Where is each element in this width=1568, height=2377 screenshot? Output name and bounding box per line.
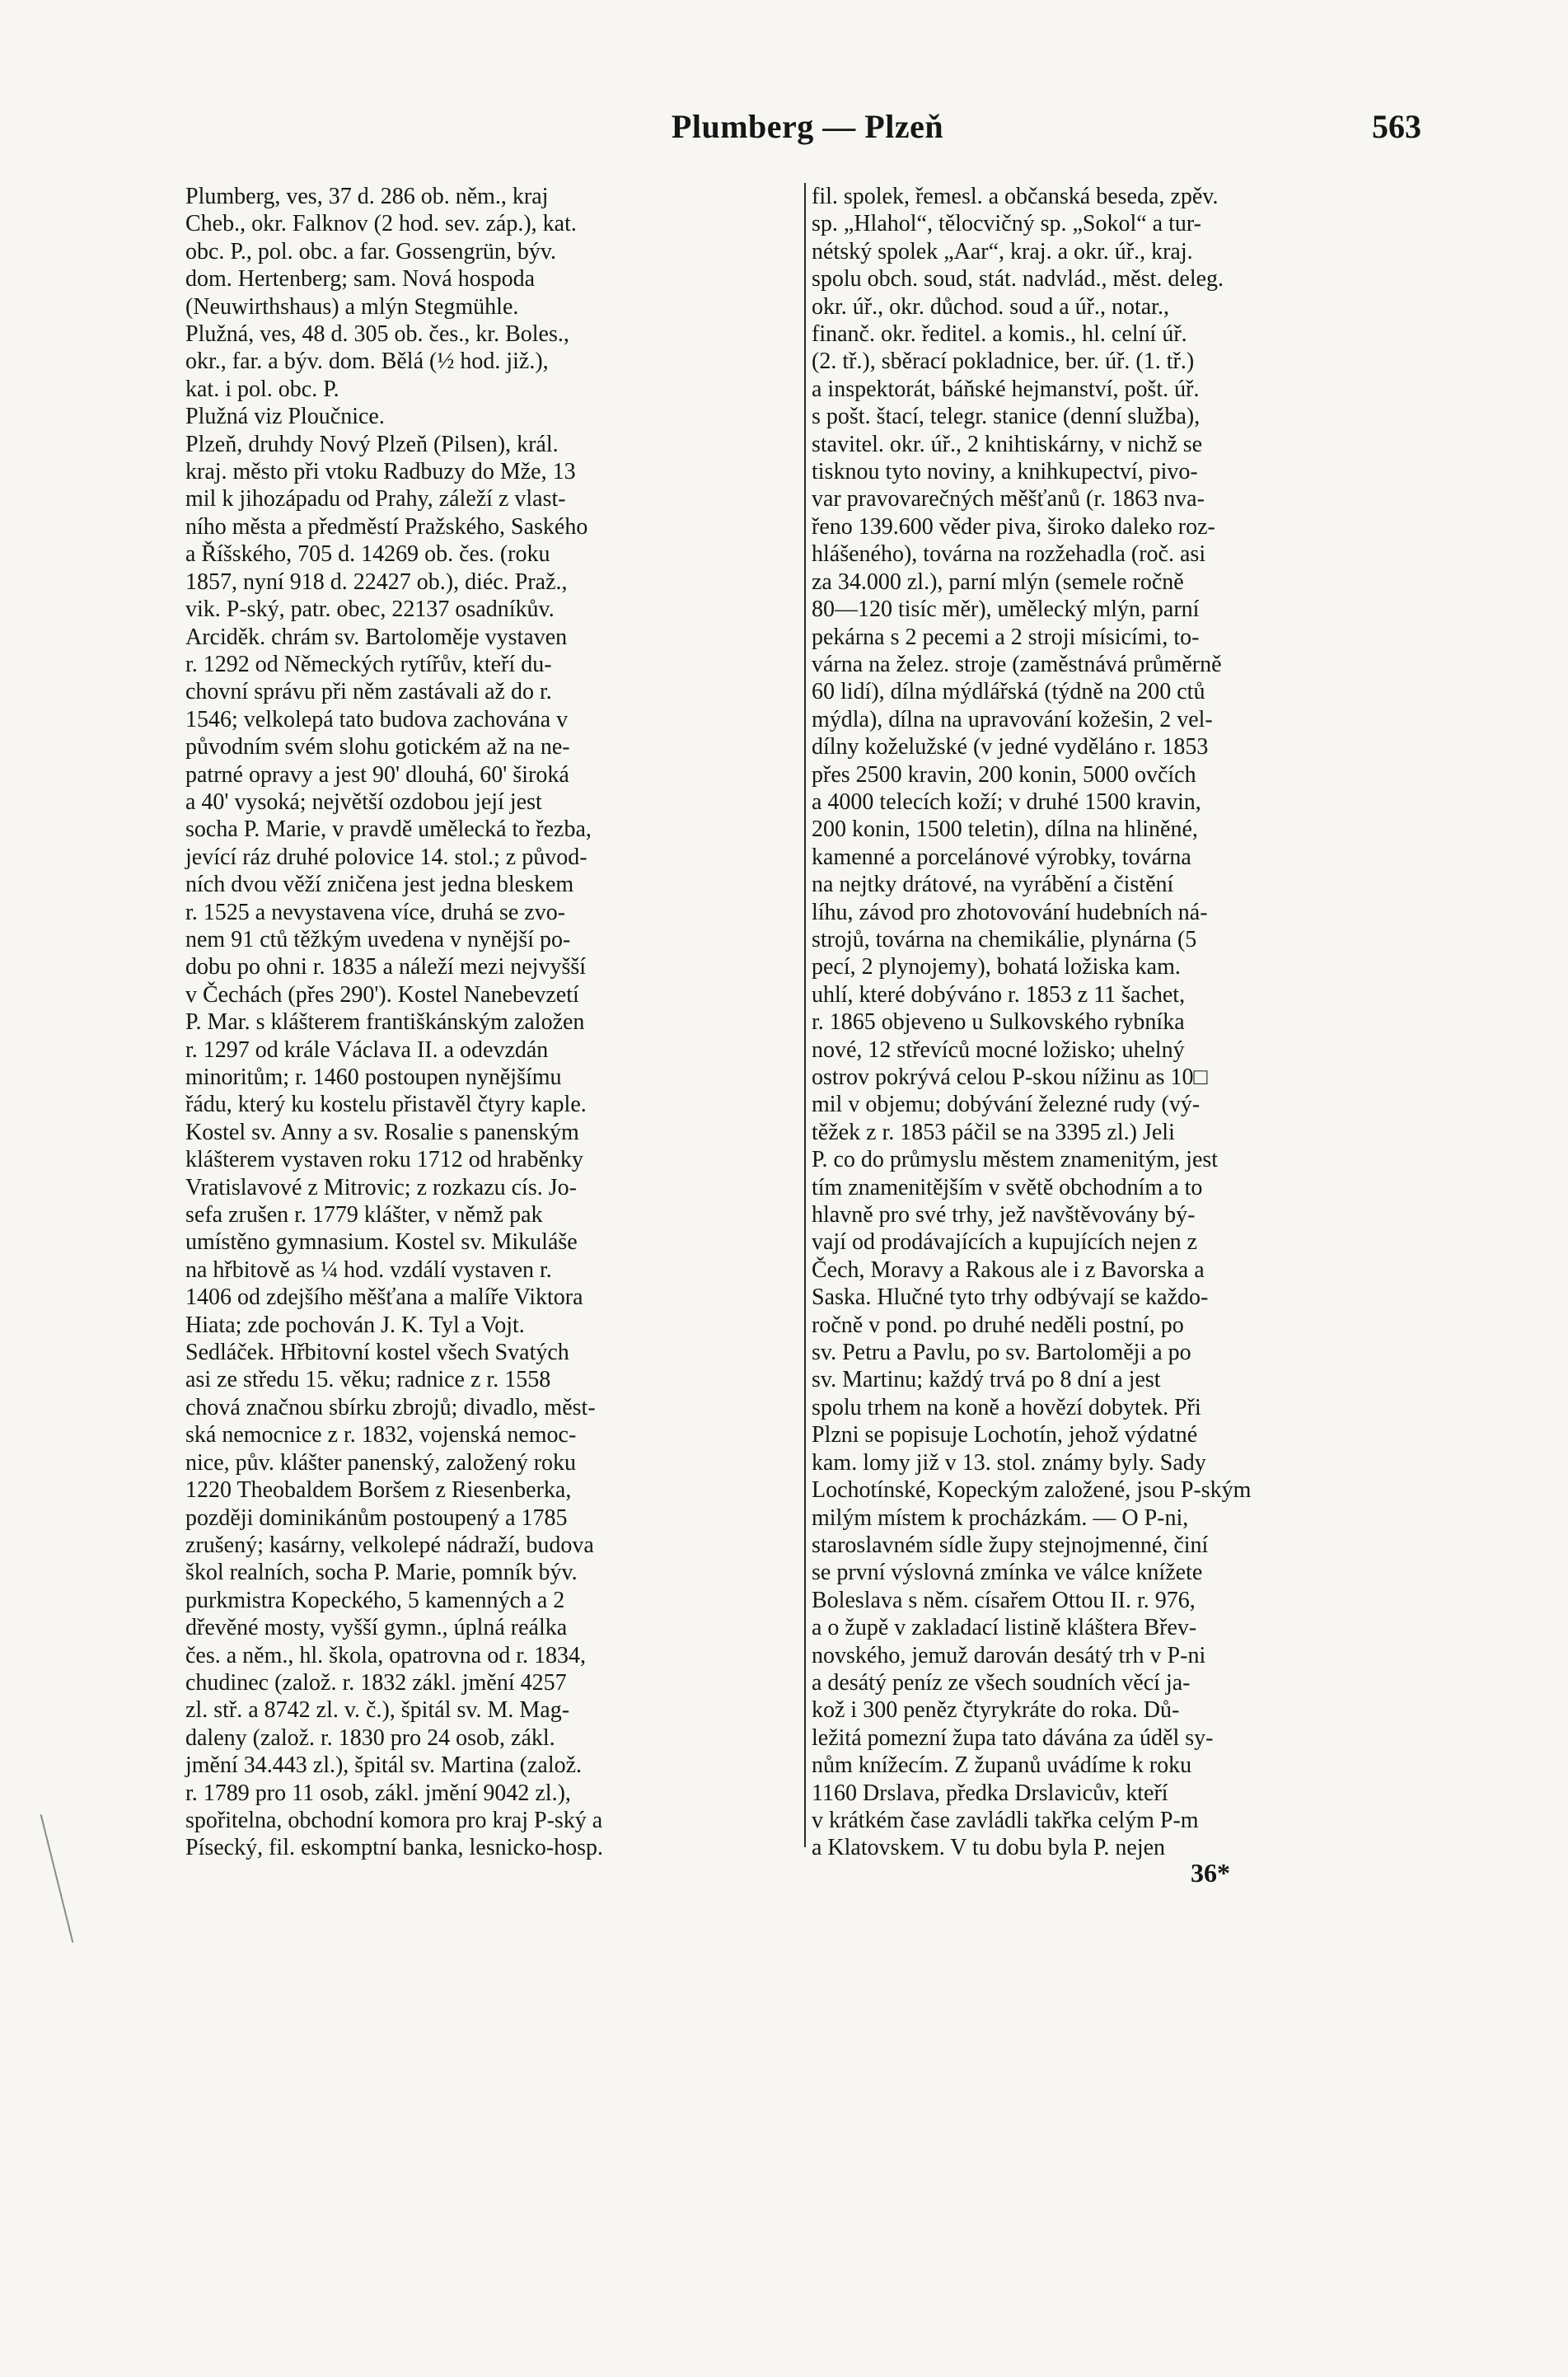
running-title: Plumberg — Plzeň xyxy=(671,108,944,145)
text-line: Plužná viz Ploučnice. xyxy=(185,404,385,430)
text-line: umístěno gymnasium. Kostel sv. Mikuláše xyxy=(185,1229,578,1256)
column-rule xyxy=(804,183,806,1847)
left-column xyxy=(185,183,799,1861)
text-line: sefa zrušen r. 1779 klášter, v němž pak xyxy=(185,1202,543,1228)
text-line: na hřbitově as ¼ hod. vzdálí vystaven r. xyxy=(185,1256,552,1283)
text-line: 80—120 tisíc měr), umělecký mlýn, parní xyxy=(812,597,1200,623)
text-line: kam. lomy již v 13. stol. známy byly. Sady xyxy=(812,1449,1206,1476)
text-line: tisknou tyto noviny, a knihkupectví, pivo- xyxy=(812,459,1198,485)
text-line: přes 2500 kravin, 200 konin, 5000 ovčích xyxy=(812,761,1196,788)
text-line: purkmistra Kopeckého, 5 kamenných a 2 xyxy=(185,1587,565,1613)
text-line: var pravovarečných měšťanů (r. 1863 nva- xyxy=(812,486,1205,512)
text-line: staroslavném sídle župy stejnojmenné, činí xyxy=(812,1532,1209,1558)
text-line: kož i 300 peněz čtyrykráte do roka. Dů- xyxy=(812,1697,1180,1724)
text-line: dílny koželužské (v jedné vyděláno r. 1853 xyxy=(812,734,1209,760)
text-line: 1160 Drslava, předka Drslavicův, kteří xyxy=(812,1780,1168,1806)
text-line: spořitelna, obchodní komora pro kraj P-ský a xyxy=(185,1807,603,1833)
text-line: mil v objemu; dobývání železné rudy (vý- xyxy=(812,1092,1201,1118)
text-line: patrné opravy a jest 90' dlouhá, 60' široká xyxy=(185,761,569,788)
text-line: hlavně pro své trhy, jež navštěvovány bý- xyxy=(812,1202,1196,1228)
text-line: a 40' vysoká; největší ozdobou její jest xyxy=(185,788,542,815)
text-line: se první výslovná zmínka ve válce knížete xyxy=(812,1560,1203,1586)
text-line: sv. Martinu; každý trvá po 8 dní a jest xyxy=(812,1367,1161,1393)
text-line: a desátý peníz ze všech soudních věcí ja- xyxy=(812,1669,1191,1696)
text-line: a Říšského, 705 d. 14269 ob. čes. (roku xyxy=(185,541,550,568)
text-line: finanč. okr. ředitel. a komis., hl. celní úř. xyxy=(812,321,1187,348)
text-line: Saska. Hlučné tyto trhy odbývají se každo- xyxy=(812,1284,1209,1311)
text-line: nům knížecím. Z županů uvádíme k roku xyxy=(812,1752,1192,1779)
text-line: Plzeň, druhdy Nový Plzeň (Pilsen), král. xyxy=(185,431,559,457)
text-line: škol realních, socha P. Marie, pomník býv. xyxy=(185,1560,578,1586)
text-line: mil k jihozápadu od Prahy, záleží z vlast- xyxy=(185,486,566,512)
text-line: kat. i pol. obc. P. xyxy=(185,376,339,402)
text-line: strojů, továrna na chemikálie, plynárna (5 xyxy=(812,926,1197,952)
text-line: Čech, Moravy a Rakous ale i z Bavorska a xyxy=(812,1256,1205,1283)
text-line: tím znamenitějším v světě obchodním a to xyxy=(812,1174,1203,1200)
right-column xyxy=(812,183,1450,1861)
text-line: s pošt. štací, telegr. stanice (denní služba), xyxy=(812,404,1201,430)
text-line: později dominikánům postoupený a 1785 xyxy=(185,1504,568,1531)
text-line: mýdla), dílna na upravování kožešin, 2 vel- xyxy=(812,706,1213,732)
text-line: sv. Petru a Pavlu, po sv. Bartoloměji a po xyxy=(812,1340,1191,1366)
text-line: řeno 139.600 věder piva, široko daleko roz- xyxy=(812,513,1215,540)
text-line: ních dvou věží zničena jest jedna bleskem xyxy=(185,872,574,898)
text-line: ostrov pokrývá celou P-skou nížinu as 10□ xyxy=(812,1065,1208,1090)
text-line: nétský spolek „Aar“, kraj. a okr. úř., kraj. xyxy=(812,238,1193,264)
text-line: klášterem vystaven roku 1712 od hraběnky xyxy=(185,1147,583,1173)
text-line: nové, 12 střevíců mocné ložisko; uhelný xyxy=(812,1036,1185,1063)
text-line: uhlí, které dobýváno r. 1853 z 11 šachet, xyxy=(812,981,1186,1008)
text-line: spolu obch. soud, stát. nadvlád., měst. deleg. xyxy=(812,266,1224,292)
text-line: okr. úř., okr. důchod. soud a úř., notar., xyxy=(812,293,1169,320)
text-line: 1220 Theobaldem Boršem z Riesenberka, xyxy=(185,1477,572,1504)
text-line: hlášeného), továrna na rozžehadla (roč. asi xyxy=(812,541,1206,568)
text-line: zl. stř. a 8742 zl. v. č.), špitál sv. M. Mag- xyxy=(185,1697,570,1724)
text-line: milým místem k procházkám. — O P-ni, xyxy=(812,1504,1189,1531)
text-line: pekárna s 2 pecemi a 2 stroji mísicími, to- xyxy=(812,624,1200,650)
text-line: vik. P-ský, patr. obec, 22137 osadníkův. xyxy=(185,597,555,623)
text-line: r. 1297 od krále Václava II. a odevzdán xyxy=(185,1036,549,1063)
text-line: a o župě v zakladací listině kláštera Břev- xyxy=(812,1615,1197,1641)
text-line: líhu, závod pro zhotovování hudebních ná- xyxy=(812,899,1208,925)
text-line: původním svém slohu gotickém až na ne- xyxy=(185,734,570,760)
text-line: várna na želez. stroje (zaměstnává průměrně xyxy=(812,651,1222,677)
text-line: 1857, nyní 918 d. 22427 ob.), diéc. Praž., xyxy=(185,569,568,595)
text-line: Písecký, fil. eskomptní banka, lesnicko-hosp. xyxy=(185,1835,604,1861)
text-line: Cheb., okr. Falknov (2 hod. sev. záp.), kat. xyxy=(185,211,577,237)
text-line: spolu trhem na koně a hovězí dobytek. Při xyxy=(812,1394,1201,1420)
text-line: řádu, který ku kostelu přistavěl čtyry kaple. xyxy=(185,1092,587,1118)
text-line: r. 1292 od Německých rytířův, kteří du- xyxy=(185,651,552,677)
text-line: ležitá pomezní župa tato dávána za úděl sy- xyxy=(812,1724,1214,1751)
text-line: zrušený; kasárny, velkolepé nádraží, budova xyxy=(185,1532,594,1558)
scan-mark xyxy=(40,1814,74,1943)
text-line: jmění 34.443 zl.), špitál sv. Martina (založ. xyxy=(185,1752,583,1779)
text-line: chová značnou sbírku zbrojů; divadlo, měst- xyxy=(185,1394,596,1420)
text-line: a 4000 telecích koží; v druhé 1500 kravin, xyxy=(812,788,1201,815)
text-line: obc. P., pol. obc. a far. Gossengrün, býv. xyxy=(185,238,557,264)
text-line: v krátkém čase zavládli takřka celým P-m xyxy=(812,1807,1199,1833)
text-line: Vratislavové z Mitrovic; z rozkazu cís. Jo- xyxy=(185,1174,577,1200)
text-line: Lochotínské, Kopeckým založené, jsou P-ským xyxy=(812,1477,1252,1504)
text-line: 60 lidí), dílna mýdlářská (týdně na 200 ctů xyxy=(812,679,1205,705)
text-line: r. 1525 a nevystavena více, druhá se zvo- xyxy=(185,899,566,925)
running-head xyxy=(185,107,1430,157)
text-line: Sedláček. Hřbitovní kostel všech Svatých xyxy=(185,1340,569,1366)
text-line: 1406 od zdejšího měšťana a malíře Viktora xyxy=(185,1284,583,1311)
text-line: a Klatovskem. V tu dobu byla P. nejen xyxy=(812,1835,1166,1861)
text-line: Hiata; zde pochován J. K. Tyl a Vojt. xyxy=(185,1312,525,1338)
text-line: (2. tř.), sběrací pokladnice, ber. úř. (1. tř.) xyxy=(812,349,1195,375)
text-line: okr., far. a býv. dom. Bělá (½ hod. již.), xyxy=(185,349,549,375)
text-line: dobu po ohni r. 1835 a náleží mezi nejvyšší xyxy=(185,954,587,980)
text-line: fil. spolek, řemesl. a občanská beseda, zpěv. xyxy=(812,184,1219,209)
text-line: novského, jemuž darován desátý trh v P-ni xyxy=(812,1642,1206,1668)
printer-signature: 36* xyxy=(1191,1858,1230,1888)
text-line: P. Mar. s klášterem františkánským založen xyxy=(185,1009,585,1036)
text-line: Arciděk. chrám sv. Bartoloměje vystaven xyxy=(185,624,568,650)
text-line: za 34.000 zl.), parní mlýn (semele ročně xyxy=(812,569,1184,595)
text-line: dom. Hertenberg; sam. Nová hospoda xyxy=(185,266,536,292)
text-line: vají od prodávajících a kupujících nejen z xyxy=(812,1229,1198,1256)
text-line: nem 91 ctů těžkým uvedena v nynější po- xyxy=(185,926,571,952)
text-line: daleny (založ. r. 1830 pro 24 osob, zákl. xyxy=(185,1724,555,1751)
text-line: kraj. město při vtoku Radbuzy do Mže, 13 xyxy=(185,459,576,485)
text-line: asi ze středu 15. věku; radnice z r. 1558 xyxy=(185,1367,551,1393)
text-line: stavitel. okr. úř., 2 knihtiskárny, v nichž se xyxy=(812,431,1203,457)
text-line: na nejtky drátové, na vyrábění a čistění xyxy=(812,872,1174,898)
text-line: a inspektorát, báňské hejmanství, pošt. úř. xyxy=(812,376,1200,402)
text-line: Kostel sv. Anny a sv. Rosalie s panenským xyxy=(185,1119,579,1145)
text-line: r. 1789 pro 11 osob, zákl. jmění 9042 zl.), xyxy=(185,1780,571,1806)
text-line: v Čechách (přes 290'). Kostel Nanebevzetí xyxy=(185,981,579,1008)
text-line: Plumberg, ves, 37 d. 286 ob. něm., kraj xyxy=(185,184,549,209)
text-line: jevící ráz druhé polovice 14. stol.; z původ- xyxy=(185,844,587,870)
text-line: Boleslava s něm. císařem Ottou II. r. 976, xyxy=(812,1587,1196,1613)
text-line: ního města a předměstí Pražského, Saského xyxy=(185,513,588,540)
text-line: 200 konin, 1500 teletin), dílna na hliněné, xyxy=(812,817,1198,843)
text-line: čes. a něm., hl. škola, opatrovna od r. 1834, xyxy=(185,1642,587,1668)
text-line: sp. „Hlahol“, tělocvičný sp. „Sokol“ a tur- xyxy=(812,211,1201,237)
text-line: chovní správu při něm zastávali až do r. xyxy=(185,679,552,705)
text-line: kamenné a porcelánové výrobky, továrna xyxy=(812,844,1191,870)
text-line: r. 1865 objeveno u Sulkovského rybníka xyxy=(812,1009,1185,1036)
text-line: Plužná, ves, 48 d. 305 ob. čes., kr. Boles., xyxy=(185,321,569,348)
text-line: 1546; velkolepá tato budova zachována v xyxy=(185,706,569,732)
text-line: pecí, 2 plynojemy), bohatá ložiska kam. xyxy=(812,954,1181,980)
text-line: nice, pův. klášter panenský, založený roku xyxy=(185,1449,577,1476)
text-line: P. co do průmyslu městem znamenitým, jest xyxy=(812,1147,1219,1173)
text-line: ročně v pond. po druhé neděli postní, po xyxy=(812,1312,1184,1338)
text-line: ská nemocnice z r. 1832, vojenská nemoc- xyxy=(185,1422,577,1448)
text-line: dřevěné mosty, vyšší gymn., úplná reálka xyxy=(185,1615,568,1641)
text-line: socha P. Marie, v pravdě umělecká to řezba, xyxy=(185,817,592,843)
text-line: (Neuwirthshaus) a mlýn Stegmühle. xyxy=(185,293,519,320)
page-number: 563 xyxy=(1372,108,1421,145)
text-line: těžek z r. 1853 páčil se na 3395 zl.) Jeli xyxy=(812,1119,1175,1145)
text-line: minoritům; r. 1460 postoupen nynějšímu xyxy=(185,1065,562,1090)
text-line: chudinec (založ. r. 1832 zákl. jmění 4257 xyxy=(185,1669,567,1696)
text-line: Plzni se popisuje Lochotín, jehož výdatné xyxy=(812,1422,1198,1448)
